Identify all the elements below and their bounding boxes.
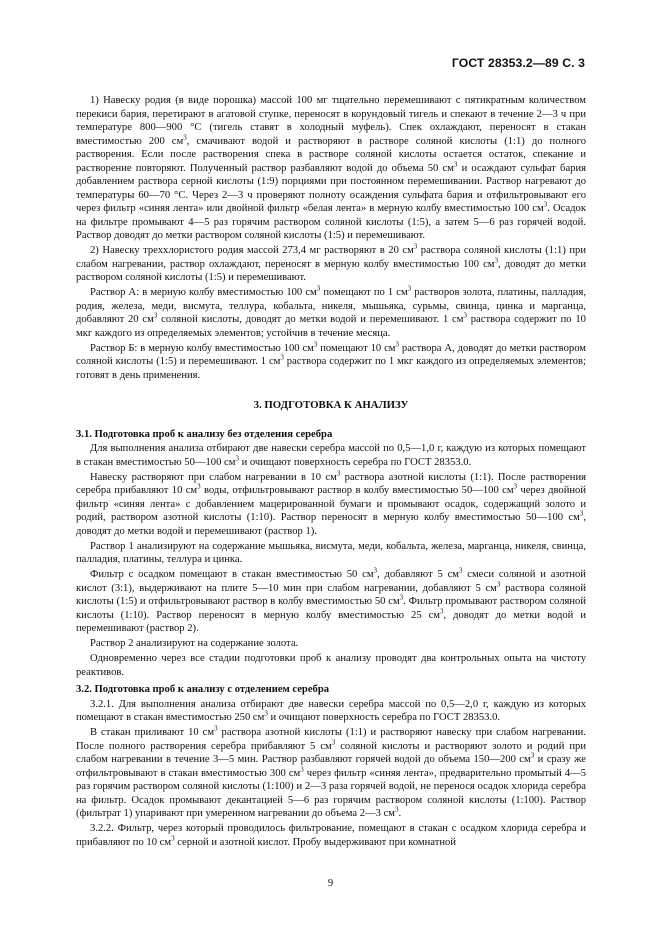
paragraph: 1) Навеску родия (в виде порошка) массой 100 мг тщательно перемешивают с пятикратным количеством перекиси бария, перетирают в агатовой ступке, переносят в корундовый тигель и спекают в течение 2—3 ч при температуре 800—900 °С (тигель ставят в холодный муфель). Спек охлаждают, переносят в стакан вместимостью 200 $см^3$, смачивают водой и растворяют в растворе соляной кислоты (1:1) до полного растворения. Если после растворения спека в растворе соляной кислоты остается остаток, спекание и растворение повторяют. Полученный раствор разбавляют водой до объема 50 $см^3$ и осаждают сульфат бария добавлением раствора серной кислоты (1:9) порциями при постоянном перемешивании. Раствор нагревают до температуры 60—70 °С. Через 2—3 ч проверяют полноту осаждения сульфата бария и отфильтровывают его через фильтр «синяя лента» или двойной фильтр «белая лента» в мерную колбу вместимостью 100 $см^3$. Осадок на фильтре промывают 4—5 раз горячим раствором соляной кислоты (1:5), а затем 5—6 раз горячей водой. Раствор доводят до метки раствором соляной кислоты (1:5) и перемешивают.	[76, 95, 587, 241]
paragraph: В стакан приливают 10 $см^3$ раствора азотной кислоты (1:1) и растворяют навеску при слабом нагревании. После полного растворения серебра прибавляют 5 $см^3$ соляной кислоты и растворяют золото и родий при слабом нагревании в течение 3—5 мин. Раствор разбавляют горячей водой до объема 150—200 $см^3$ и сразу же отфильтровывают в стакан вместимостью 300 $см^3$ через фильтр «синяя лента», предварительно промытый 4—5 раз горячим раствором соляной кислоты (1:100) и 2—3 раза горячей водой, не перенося осадок хлорида серебра на фильтр. Осадок промывают декантацией 5—6 раз горячим раствором соляной кислоты (1:100). Раствор (фильтрат 1) упаривают при умеренном нагревании до объема 2—3 $см^3$.	[76, 724, 587, 819]
paragraph: Одновременно через все стадии подготовки проб к анализу проводят два контрольных опыта на чистоту реактивов.	[76, 653, 586, 678]
paragraph: 3.2.2. Фильтр, через который проводилось фильтрование, помещают в стакан с осадком хлорида серебра и прибавляют по 10 $см^3$ серной и азотной кислот. Пробу выдерживают при комнатной	[76, 823, 586, 848]
paragraph: Раствор 1 анализируют на содержание мышьяка, висмута, меди, кобальта, железа, марганца, никеля, свинца, палладия, платины, теллура и цинка.	[76, 540, 586, 565]
section-heading: 3. ПОДГОТОВКА К АНАЛИЗУ	[253, 399, 409, 411]
page-header: ГОСТ 28353.2—89 С. 3	[451, 56, 585, 70]
paragraph: Для выполнения анализа отбирают две навески серебра массой по 0,5—1,0 г, каждую из которых помещают в стакан вместимостью 50—100 $см^3$ и очищают поверхность серебра по ГОСТ 28353.0.	[76, 443, 586, 468]
paragraph: Раствор А: в мерную колбу вместимостью 100 $см^3$ помещают по 1 $см^3$ растворов золота, платины, палладия, родия, железа, меди, висмута, теллура, кобальта, никеля, мышьяка, сурьмы, свинца, цинка и марганца, добавляют 20 $см^3$ соляной кислоты, доводят до метки водой и перемешивают. 1 $см^3$ раствора содержит по 10 мкг каждого из определяемых элементов; устойчив в течение месяца.	[76, 284, 586, 339]
paragraph: 3.2.1. Для выполнения анализа отбирают две навески серебра массой по 0,5—2,0 г, каждую из которых помещают в стакан вместимостью 250 $см^3$ и очищают поверхность серебра по ГОСТ 28353.0.	[76, 698, 586, 723]
paragraph: Раствор 2 анализируют на содержание золота.	[90, 638, 299, 649]
subsection-heading: 3.2. Подготовка проб к анализу с отделением серебра	[76, 684, 330, 695]
paragraph: 2) Навеску треххлористого родия массой 273,4 мг растворяют в 20 $см^3$ раствора соляной кислоты (1:1) при слабом нагревании, раствор охлаждают, переносят в мерную колбу вместимостью 100 $см^3$, доводят до метки раствором соляной кислоты (1:5) и перемешивают.	[76, 242, 587, 283]
document-body	[76, 94, 586, 851]
paragraph: Раствор Б: в мерную колбу вместимостью 100 $см^3$ помещают 10 $см^3$ раствора А, доводят до метки раствором соляной кислоты (1:5) и перемешивают. 1 $см^3$ раствора содержит по 1 мкг каждого из определяемых элементов; готовят в день применения.	[76, 339, 586, 381]
paragraph: Фильтр с осадком помещают в стакан вместимостью 50 $см^3$, добавляют 5 $см^3$ смеси соляной и азотной кислот (3:1), выдерживают на плите 5—10 мин при слабом нагревании, добавляют 5 $см^3$ раствора соляной кислоты (1:5) и отфильтровывают раствор в колбу вместимостью 50 $см^3$. Фильтр промывают раствором соляной кислоты (1:10). Раствор переносят в мерную колбу вместимостью 25 $см^3$, доводят до метки водой и перемешивают (раствор 2).	[76, 566, 586, 634]
paragraph: Навеску растворяют при слабом нагревании в 10 $см^3$ раствора азотной кислоты (1:1). После растворения серебра прибавляют 10 $см^3$ воды, отфильтровывают раствор в колбу вместимостью 50—100 $см^3$ через двойной фильтр «синяя лента» с добавлением мацерированной бумаги и промывают осадок, содержащий золото и родий, раствором азотной кислоты (1:10). Раствор переносят в мерную колбу вместимостью 50—100 $см^3$, доводят до метки водой и перемешивают (раствор 1).	[76, 468, 587, 537]
subsection-heading: 3.1. Подготовка проб к анализу без отделения серебра	[76, 428, 333, 440]
page-number: 9	[327, 878, 334, 889]
